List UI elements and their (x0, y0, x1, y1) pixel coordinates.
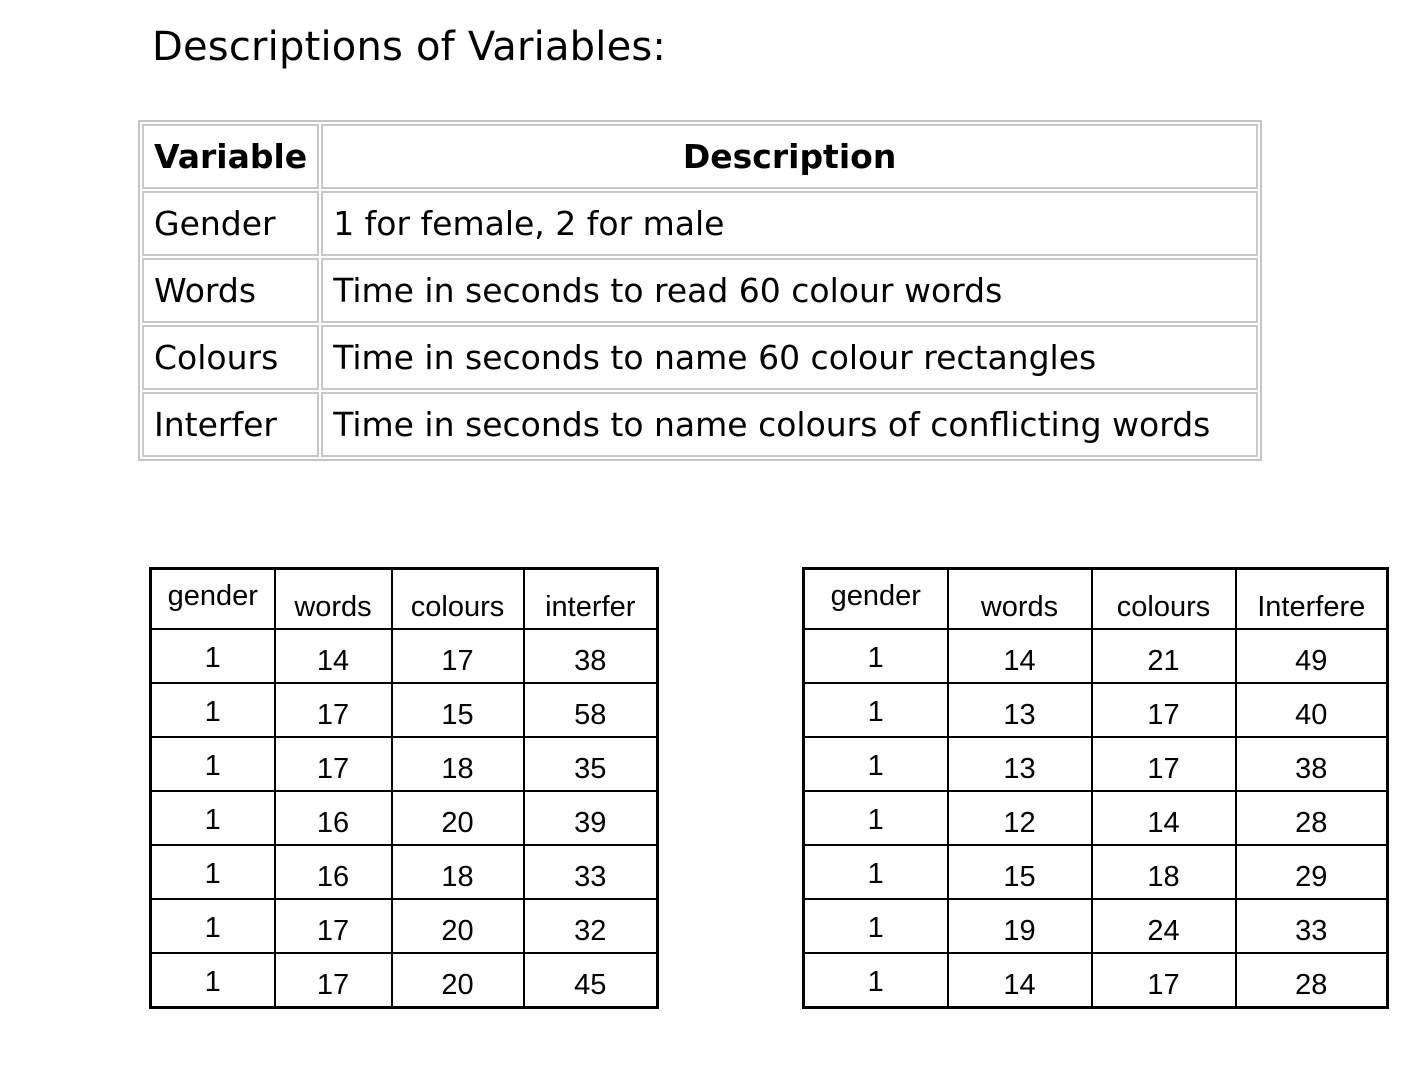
cell-gender: 1 (151, 899, 275, 953)
table-row (804, 737, 1388, 791)
cell-words: 17 (275, 737, 392, 791)
table-row (804, 791, 1388, 845)
cell-interfer: 38 (1236, 737, 1388, 791)
variable-name: Words (142, 258, 319, 323)
cell-colours: 17 (392, 629, 524, 683)
cell-words: 13 (948, 683, 1092, 737)
data-table-left (149, 567, 659, 1009)
cell-gender: 1 (151, 791, 275, 845)
cell-colours: 15 (392, 683, 524, 737)
cell-colours: 24 (1092, 899, 1236, 953)
table-row (151, 899, 658, 953)
table-row (804, 683, 1388, 737)
header-gender: gender (151, 569, 275, 630)
header-interfer: interfer (524, 569, 658, 630)
cell-gender: 1 (151, 737, 275, 791)
table-row (151, 737, 658, 791)
cell-interfer: 29 (1236, 845, 1388, 899)
header-words: words (948, 569, 1092, 630)
variable-description: Time in seconds to read 60 colour words (321, 258, 1258, 323)
variable-name: Gender (142, 191, 319, 256)
cell-gender: 1 (804, 845, 948, 899)
table-body (151, 629, 658, 1008)
table-row (142, 191, 1258, 256)
header-colours: colours (1092, 569, 1236, 630)
cell-words: 14 (948, 629, 1092, 683)
variable-name: Colours (142, 325, 319, 390)
cell-colours: 18 (392, 737, 524, 791)
cell-interfer: 38 (524, 629, 658, 683)
table-row (151, 629, 658, 683)
variable-description: Time in seconds to name colours of conflicting words (321, 392, 1258, 457)
cell-interfer: 45 (524, 953, 658, 1008)
cell-colours: 17 (1092, 953, 1236, 1008)
cell-gender: 1 (151, 953, 275, 1008)
cell-words: 17 (275, 899, 392, 953)
header-gender: gender (804, 569, 948, 630)
cell-gender: 1 (151, 683, 275, 737)
cell-interfer: 28 (1236, 791, 1388, 845)
variable-description: 1 for female, 2 for male (321, 191, 1258, 256)
cell-words: 15 (948, 845, 1092, 899)
variable-description: Time in seconds to name 60 colour rectangles (321, 325, 1258, 390)
cell-gender: 1 (151, 629, 275, 683)
cell-colours: 18 (392, 845, 524, 899)
cell-colours: 17 (1092, 683, 1236, 737)
cell-interfer: 28 (1236, 953, 1388, 1008)
table-body (804, 629, 1388, 1008)
cell-words: 17 (275, 683, 392, 737)
table-header-row (142, 124, 1258, 189)
cell-colours: 20 (392, 791, 524, 845)
cell-gender: 1 (804, 629, 948, 683)
variable-descriptions-table (138, 120, 1262, 461)
cell-colours: 20 (392, 899, 524, 953)
table-header-row (804, 569, 1388, 630)
header-words: words (275, 569, 392, 630)
cell-gender: 1 (804, 737, 948, 791)
page-title: Descriptions of Variables: (152, 24, 667, 70)
cell-words: 14 (948, 953, 1092, 1008)
header-colours: colours (392, 569, 524, 630)
cell-words: 17 (275, 953, 392, 1008)
cell-words: 19 (948, 899, 1092, 953)
table-row (151, 683, 658, 737)
table-header-row (151, 569, 658, 630)
cell-colours: 14 (1092, 791, 1236, 845)
cell-gender: 1 (804, 899, 948, 953)
cell-colours: 17 (1092, 737, 1236, 791)
cell-colours: 20 (392, 953, 524, 1008)
cell-gender: 1 (151, 845, 275, 899)
table-row (151, 791, 658, 845)
cell-colours: 21 (1092, 629, 1236, 683)
header-variable: Variable (142, 124, 319, 189)
cell-interfer: 39 (524, 791, 658, 845)
cell-interfer: 58 (524, 683, 658, 737)
cell-words: 16 (275, 845, 392, 899)
table-row (804, 845, 1388, 899)
table-row (804, 629, 1388, 683)
cell-words: 13 (948, 737, 1092, 791)
variable-name: Interfer (142, 392, 319, 457)
cell-interfer: 35 (524, 737, 658, 791)
cell-words: 14 (275, 629, 392, 683)
table-row (151, 953, 658, 1008)
header-interfere: Interfere (1236, 569, 1388, 630)
cell-interfer: 49 (1236, 629, 1388, 683)
table-row (142, 258, 1258, 323)
table-row (804, 899, 1388, 953)
cell-interfer: 33 (1236, 899, 1388, 953)
cell-interfer: 33 (524, 845, 658, 899)
cell-gender: 1 (804, 791, 948, 845)
table-row (142, 392, 1258, 457)
cell-interfer: 40 (1236, 683, 1388, 737)
cell-gender: 1 (804, 953, 948, 1008)
table-row (142, 325, 1258, 390)
cell-words: 16 (275, 791, 392, 845)
header-description: Description (321, 124, 1258, 189)
cell-interfer: 32 (524, 899, 658, 953)
data-table-right (802, 567, 1389, 1009)
table-row (804, 953, 1388, 1008)
cell-gender: 1 (804, 683, 948, 737)
table-row (151, 845, 658, 899)
cell-words: 12 (948, 791, 1092, 845)
cell-colours: 18 (1092, 845, 1236, 899)
